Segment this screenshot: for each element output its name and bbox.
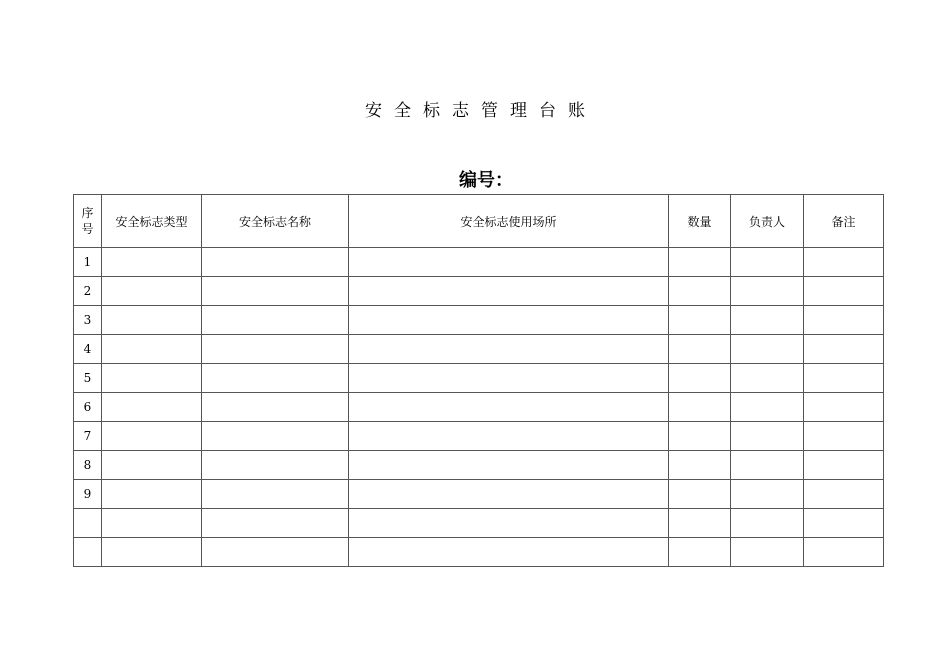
cell-person (731, 277, 804, 306)
cell-quantity (669, 451, 731, 480)
cell-person (731, 422, 804, 451)
cell-person (731, 335, 804, 364)
cell-remarks (804, 248, 884, 277)
cell-location (349, 364, 669, 393)
cell-remarks (804, 393, 884, 422)
cell-remarks (804, 364, 884, 393)
cell-quantity (669, 538, 731, 567)
cell-quantity (669, 509, 731, 538)
table-row (74, 480, 884, 509)
table-row (74, 509, 884, 538)
cell-type (102, 393, 202, 422)
cell-seq: 8 (74, 451, 102, 480)
cell-location (349, 538, 669, 567)
table-row (74, 248, 884, 277)
cell-person (731, 248, 804, 277)
cell-remarks (804, 480, 884, 509)
cell-seq (74, 538, 102, 567)
cell-type (102, 248, 202, 277)
cell-remarks (804, 335, 884, 364)
table-row (74, 422, 884, 451)
cell-name (202, 509, 349, 538)
cell-type (102, 335, 202, 364)
cell-type (102, 364, 202, 393)
header-remarks: 备注 (804, 195, 884, 248)
cell-quantity (669, 335, 731, 364)
cell-seq: 2 (74, 277, 102, 306)
table-row (74, 393, 884, 422)
cell-quantity (669, 248, 731, 277)
table-row (74, 364, 884, 393)
cell-remarks (804, 538, 884, 567)
cell-name (202, 248, 349, 277)
header-location: 安全标志使用场所 (349, 195, 669, 248)
header-seq-line1: 序 (81, 206, 94, 220)
cell-remarks (804, 422, 884, 451)
cell-location (349, 393, 669, 422)
cell-person (731, 509, 804, 538)
cell-seq: 1 (74, 248, 102, 277)
cell-location (349, 277, 669, 306)
cell-quantity (669, 480, 731, 509)
cell-location (349, 422, 669, 451)
cell-quantity (669, 393, 731, 422)
cell-location (349, 248, 669, 277)
cell-type (102, 480, 202, 509)
cell-seq (74, 509, 102, 538)
cell-person (731, 451, 804, 480)
cell-person (731, 364, 804, 393)
cell-seq: 6 (74, 393, 102, 422)
header-seq-line2: 号 (81, 222, 94, 236)
cell-name (202, 335, 349, 364)
cell-name (202, 480, 349, 509)
cell-seq: 9 (74, 480, 102, 509)
cell-person (731, 393, 804, 422)
cell-quantity (669, 364, 731, 393)
header-person: 负责人 (731, 195, 804, 248)
cell-quantity (669, 306, 731, 335)
cell-name (202, 538, 349, 567)
table-header-row (74, 195, 884, 248)
cell-seq: 3 (74, 306, 102, 335)
cell-location (349, 306, 669, 335)
header-name: 安全标志名称 (202, 195, 349, 248)
cell-name (202, 393, 349, 422)
cell-type (102, 277, 202, 306)
header-type: 安全标志类型 (102, 195, 202, 248)
table-row (74, 306, 884, 335)
cell-seq: 4 (74, 335, 102, 364)
cell-seq: 5 (74, 364, 102, 393)
cell-location (349, 335, 669, 364)
cell-quantity (669, 277, 731, 306)
cell-type (102, 509, 202, 538)
cell-remarks (804, 306, 884, 335)
cell-location (349, 451, 669, 480)
table-row (74, 277, 884, 306)
cell-remarks (804, 509, 884, 538)
cell-name (202, 306, 349, 335)
table-row (74, 335, 884, 364)
table-row (74, 451, 884, 480)
cell-name (202, 364, 349, 393)
cell-type (102, 451, 202, 480)
cell-remarks (804, 451, 884, 480)
cell-person (731, 306, 804, 335)
cell-remarks (804, 277, 884, 306)
cell-type (102, 306, 202, 335)
table-row (74, 538, 884, 567)
cell-seq: 7 (74, 422, 102, 451)
page-title: 安全标志管理台账 (365, 101, 597, 121)
cell-name (202, 451, 349, 480)
cell-type (102, 422, 202, 451)
cell-location (349, 480, 669, 509)
ledger-table (73, 194, 884, 567)
cell-person (731, 538, 804, 567)
header-quantity: 数量 (669, 195, 731, 248)
cell-name (202, 422, 349, 451)
cell-quantity (669, 422, 731, 451)
header-seq (74, 195, 102, 248)
cell-location (349, 509, 669, 538)
number-label: 编号： (459, 170, 513, 191)
cell-person (731, 480, 804, 509)
cell-name (202, 277, 349, 306)
cell-type (102, 538, 202, 567)
